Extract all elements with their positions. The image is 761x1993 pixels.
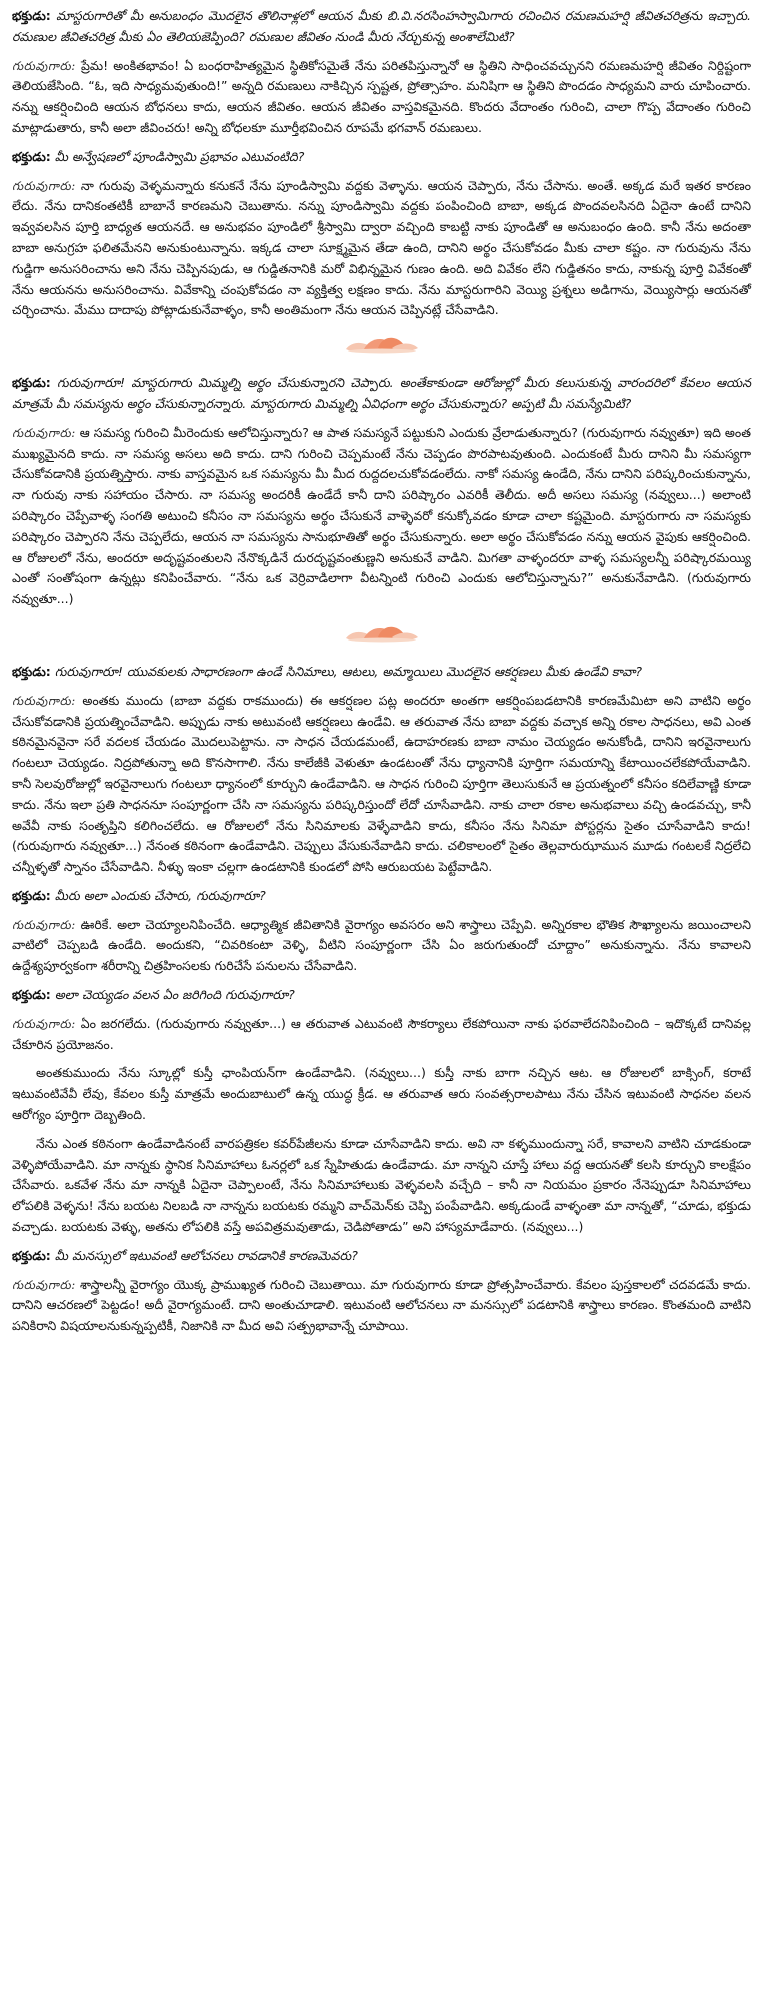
paragraph-text: గురువుగారూ! మాస్టరుగారు మిమ్మల్ని అర్థం చేసుకున్నారని చెప్పారు. అంతేకాకుండా ఆరోజుల్లో మీరు కలుసుకున్న వారందరిలో కేవలం ఆయన మాత్రమే మీ సమస్యను అర్థం చేసుకున్నారన్నారు. మాస్టరుగారు మిమ్మల్ని ఏవిధంగా అర్థం చేసుకున్నారు? అప్పటి మీ సమస్యేమిటి?	[12, 375, 751, 411]
answer-label: గురువుగారు:	[12, 425, 76, 440]
question-paragraph	[12, 662, 751, 683]
question-label: భక్తుడు:	[12, 375, 51, 391]
section-divider-ornament	[12, 329, 751, 359]
paragraph-text: ఊరికే. అలా చెయ్యాలనిపించేది. ఆధ్యాత్మిక జీవితానికి వైరాగ్యం అవసరం అని శాస్త్రాలు చెప్పేవి. అన్నిరకాల భౌతిక సౌఖ్యాలను జయించాలని వాటిలో చెప్పబడి ఉండేది. అందుకని, “చివరికంటా వెళ్ళి, వీటిని సంపూర్ణంగా చేసి ఏం జరుగుతుందో చూద్దాం” అనుకున్నాను. నేను కావాలని ఉద్దేశ్యపూర్వకంగా శరీరాన్ని చిత్రహింసలకు గురిచేసే పనులను చేసేవాడిని.	[12, 916, 751, 974]
body-paragraph	[12, 1134, 751, 1238]
question-label: భక్తుడు:	[12, 148, 51, 164]
answer-label: గురువుగారు:	[12, 693, 76, 708]
paragraph-text: మీ మనస్సులో ఇటువంటి ఆలోచనలు రావడానికి కారణమెవరు?	[54, 1247, 358, 1263]
lotus-flower-icon	[342, 333, 422, 355]
section-divider-ornament	[12, 618, 751, 648]
paragraph-text: గురువుగారూ! యువకులకు సాధారణంగా ఉండే సినిమాలు, ఆటలు, అమ్మాయిలు మొదలైన ఆకర్షణలు మీకు ఉండేవి కావా?	[54, 663, 643, 679]
question-label: భక్తుడు:	[12, 663, 51, 679]
answer-label: గురువుగారు:	[12, 178, 76, 193]
paragraph-text: ఆ సమస్య గురించి మీరెందుకు ఆలోచిస్తున్నారు? ఆ పాత సమస్యనే పట్టుకుని ఎందుకు వ్రేలాడుతున్నారు? (గురువుగారు నవ్వుతూ) ఇది అంత ముఖ్యమైనది కాదు. నా సమస్య అసలు అది కాదు. దాని గురించి చెప్పమంటే నేను చెప్పడం పొరపాటవుతుంది. ఎందుకంటే మీరు దానిని మీ సమస్యగా చేసుకోవడానికి ప్రయత్నిస్తారు. నాకు వాస్తవమైన ఒక సమస్యను మీ మీద రుద్దదలచుకోవడంలేదు. నాకో సమస్య ఉండేది, నేను దానిని పరిష్కరించుకున్నాను, నా గురువు నాకు సహాయం చేసారు. నా సమస్య అందరికీ ఉండేదే కానీ దాని పరిష్కారం ఎవరికీ తెలీదు. అదీ అసలు సమస్య (నవ్వులు...) అలాంటి పరిష్కారం చెప్పేవాళ్ళ సంగతి అటుంచి కనీసం నా సమస్యను అర్థం చేసుకునే వాళ్ళెవరో కనుక్కోవడం కూడా చాలా కష్టమైంది. మాస్టరుగారు నా సమస్యకు పరిష్కారం చెప్పారని నేను చెప్పలేదు, ఆయన నా సమస్యను సానుభూతితో అర్థం చేసుకున్నారు. అలా అర్థం చేసుకోవడం నన్ను ఆయన వైపుకు ఆకర్షించింది. ఆ రోజులలో నేను, అందరూ అదృష్టవంతులని నేనొక్కడినే దురదృష్టవంతుణ్ణని అనుకునే వాడిని. మిగతా వాళ్ళందరూ వాళ్ళ సమస్యలన్నీ పరిష్కారమయ్యి ఎంతో సంతోషంగా ఉన్నట్లు కనిపించేవారు. “నేను ఒక వెర్రివాడిలాగా వీటన్నింటి గురించి ఎందుకు ఆలోచిస్తున్నాను?” అనుకునేవాడిని. (గురువుగారు నవ్వుతూ...)	[12, 424, 751, 607]
paragraph-text: అంతకుముందు నేను స్కూల్లో కుస్తీ ఛాంపియన్‌గా ఉండేవాడిని. (నవ్వులు...) కుస్తీ నాకు బాగా నచ్చిన ఆట. ఆ రోజులలో బాక్సింగ్, కరాటే ఇటువంటివేవీ లేవు, కేవలం కుస్తీ మాత్రమే అందుబాటులో ఉన్న యుద్ధ క్రీడ. ఆ తరువాత ఆరు సంవత్సరాలపాటు నేను చేసిన ఇటువంటి సాధనల వలన ఆరోగ్యం పూర్తిగా దెబ్బతింది.	[12, 1065, 751, 1123]
answer-paragraph	[12, 176, 751, 322]
answer-paragraph	[12, 915, 751, 977]
answer-paragraph	[12, 423, 751, 610]
question-paragraph	[12, 985, 751, 1006]
answer-paragraph	[12, 56, 751, 139]
paragraph-text: ఏం జరగలేదు. (గురువుగారు నవ్వుతూ...) ఆ తరువాత ఎటువంటి సౌకర్యాలు లేకపోయినా నాకు ఫరవాలేదనిపించింది – ఇదొక్కటే దానివల్ల చేకూరిన ప్రయోజనం.	[12, 1015, 751, 1052]
question-label: భక్తుడు:	[12, 8, 51, 23]
question-label: భక్తుడు:	[12, 987, 51, 1003]
paragraph-text: ప్రేమ! అంకితభావం! ఏ బంధరాహిత్యమైన స్థితికోసమైతే నేను పరితపిస్తున్నానో ఆ స్థితిని సాధించవచ్చునని రమణమహర్షి జీవితం నిర్దిష్టంగా తెలియజేసింది. “ఓ, ఇది సాధ్యమవుతుంది!” అన్నది రమణులు నాకిచ్చిన స్పష్టత, ప్రోత్సాహం. మనిషిగా ఆ స్థితిని పొందడం సాధ్యమని వారు చూపించారు. నన్ను ఆకర్షించింది ఆయన బోధనలు కాదు, ఆయన జీవితం. ఆయన జీవితం వాస్తవికమైనది. కొందరు వేదాంతం గురించి, చాలా గొప్ప వేదాంతం గురించి మాట్లాడుతారు, కానీ అలా జీవించరు! అన్ని బోధలకూ మూర్తీభవించిన రూపమే భగవాన్ రమణులు.	[12, 57, 751, 135]
question-label: భక్తుడు:	[12, 1247, 51, 1263]
question-paragraph	[12, 1246, 751, 1267]
paragraph-text: శాస్త్రాలన్నీ వైరాగ్యం యొక్క ప్రాముఖ్యత గురించి చెబుతాయి. మా గురువుగారు కూడా ప్రోత్సహించేవారు. కేవలం పుస్తకాలలో చదవడమే కాదు. దానిని ఆచరణలో పెట్టడం! అదీ వైరాగ్యమంటే. దాని అంతుచూడాలి. ఇటువంటి ఆలోచనలు నా మనస్సులో పడటానికి శాస్త్రాలు కారణం. కొంతమంది వాటిని పనికిరాని విషయాలనుకున్నప్పటికీ, నిజానికి నా మీద అవి సత్ప్రభావాన్నే చూపాయి.	[12, 1276, 751, 1334]
question-paragraph	[12, 147, 751, 168]
paragraph-text: మీ అన్వేషణలో పూండిస్వామి ప్రభావం ఎటువంటిది?	[54, 148, 305, 164]
body-paragraph	[12, 1063, 751, 1125]
answer-label: గురువుగారు:	[12, 58, 76, 73]
answer-paragraph	[12, 1014, 751, 1056]
paragraph-text: అలా చెయ్యడం వలన ఏం జరిగింది గురువుగారూ?	[54, 987, 295, 1003]
question-paragraph	[12, 886, 751, 907]
answer-label: గురువుగారు:	[12, 917, 76, 932]
answer-paragraph	[12, 1275, 751, 1337]
paragraph-text: అంతకు ముందు (బాబా వద్దకు రాకముందు) ఈ ఆకర్షణల పట్ల అందరూ అంతగా ఆకర్షింపబడటానికి కారణమేమిటా అని వాటిని అర్థం చేసుకోవడానికి ప్రయత్నించేవాడిని. అప్పుడు నాకు అటువంటి ఆకర్షణలు ఉండేవి. ఆ తరువాత నేను బాబా వద్దకు వచ్చాక అన్ని రకాల సాధనలు, అవి ఎంత కఠినమైనవైనా సరే వదలక చేయడం మొదలుపెట్టాను. నా సాధన చేయడమంటే, ఉదాహరణకు బాబా నామం చెయ్యడం అనుకోండి, దానిని ఇరవైనాలుగు గంటలూ చెయ్యడం. నిద్రపోతున్నా అది కొనసాగాలి. నేను కాలేజీకి వెళుతూ ఉండటంతో నేను ధ్యానానికి పూర్తిగా సమయాన్ని కేటాయించలేకపోయేవాడిని. కానీ సెలవురోజుల్లో ఇరవైనాలుగు గంటలూ ధ్యానంలో కూర్చుని ఉండేవాడిని. ఆ సాధన గురించి పూర్తిగా తెలుసుకునే ఆ ప్రయత్నంలో కనీసం కదిలేవాణ్ణి కూడా కాదు. నేను ఇలా ప్రతి సాధననూ సంపూర్ణంగా చేసి నా సమస్యను పరిష్కరిస్తుందో లేదో చూసేవాడిని. నాకు చాలా రకాల అనుభవాలు వచ్చి ఉండవచ్చు, కానీ అవేవీ నాకు సంతృప్తిని కలిగించలేదు. ఆ రోజులలో నేను సినిమాలకు వెళ్ళేవాడిని కాదు, కనీసం నేను సినిమా పోస్టర్లను సైతం చూసేవాడిని కాదు! (గురువుగారు నవ్వుతూ...) నేనంత కఠినంగా ఉండేవాడిని. చెప్పులు వేసుకునేవాడిని కాదు. చలికాలంలో సైతం తెల్లవారుఝామున మూడు గంటలకే నిద్రలేచి చన్నీళ్ళతో స్నానం చేసేవాడిని. నీళ్ళు ఇంకా చల్లగా ఉండటానికి కుండలో పోసి ఆరుబయట పెట్టేవాడిని.	[12, 692, 751, 875]
paragraph-text: నా గురువు వెళ్ళమన్నారు కనుకనే నేను పూండిస్వామి వద్దకు వెళ్ళాను. ఆయన చెప్పారు, నేను చేసాను. అంతే. అక్కడ మరే ఇతర కారణం లేదు. నేను దానికంతటికీ బాబానే కారణమని చెబుతాను. నన్ను పూండిస్వామి వద్దకు పంపించింది బాబా, అక్కడ పొందవలసినది ఏదైనా ఉంటే దానిని ఇవ్వవలసిన పూర్తి బాధ్యత ఆయనదే. ఆ అనుభవం పూండిలో శ్రీస్వామి ద్వారా వచ్చింది కాబట్టి నాకు పూండితో ఆ అనుబంధం ఉంది. కానీ నేను అదంతా బాబా అనుగ్రహ ఫలితమేనని అనుకుంటున్నాను. ఇక్కడ చాలా సూక్ష్మమైన తేడా ఉంది, దానిని అర్థం చేసుకోవడం మీకు చాలా కష్టం. నా గురువును నేను గుడ్డిగా అనుసరించాను అని నేను చెప్పినపుడు, ఆ గుడ్డితనానికి మరో విభిన్నమైన గుణం ఉంది. అది వివేకం లేని గుడ్డితనం కాదు, నాకున్న పూర్తి వివేకంతో నేను ఆయనను అనుసరించాను. వివేకాన్ని చంపుకోవడం నా వ్యక్తిత్వ లక్షణం కాదు. నేను మాస్టరుగారిని వెయ్యి ప్రశ్నలు అడిగాను, వెయ్యిసార్లు ఆయనతో చర్చించాను. మేము దాదాపు పోట్లాడుకునేవాళ్ళం, కానీ అంతిమంగా నేను ఆయన చెప్పినట్లే చేసేవాడిని.	[12, 177, 751, 318]
paragraph-text: మాస్టరుగారితో మీ అనుబంధం మొదలైన తొలినాళ్లలో ఆయన మీకు బి.వి.నరసింహస్వామిగారు రచించిన రమణమహర్షి జీవితచరిత్రను ఇచ్చారు. రమణుల జీవితచరిత్ర మీకు ఏం తెలియజెప్పింది? రమణుల జీవితం నుండి మీరు నేర్చుకున్న అంశాలేమిటి?	[12, 8, 751, 44]
answer-paragraph	[12, 691, 751, 878]
question-label: భక్తుడు:	[12, 887, 51, 903]
question-paragraph	[12, 6, 751, 48]
question-paragraph	[12, 373, 751, 415]
answer-label: గురువుగారు:	[12, 1016, 76, 1031]
lotus-flower-icon	[342, 622, 422, 644]
answer-label: గురువుగారు:	[12, 1277, 76, 1292]
paragraph-text: మీరు అలా ఎందుకు చేసారు, గురువుగారూ?	[54, 887, 266, 903]
paragraph-text: నేను ఎంత కఠినంగా ఉండేవాడినంటే వారపత్రికల కవర్‌పేజీలను కూడా చూసేవాడిని కాదు. అవి నా కళ్ళముందున్నా సరే, కావాలని వాటిని చూడకుండా వెళ్ళిపోయేవాడిని. మా నాన్నకు స్థానిక సినిమాహాలు ఓనర్లలో ఒక స్నేహితుడు ఉండేవాడు. మా నాన్నని చూస్తే హాలు వద్ద ఆయనతో కలసి కూర్చుని కాలక్షేపం చేసేవారు. ఒకవేళ నేను మా నాన్నకి ఏదైనా చెప్పాలంటే, నేను సినిమాహాలుకు వెళ్ళవలసి వచ్చేది – కానీ నా నియమం ప్రకారం నేనెప్పుడూ సినిమాహాలు లోపలికి వెళ్ళను! నేను బయట నిలబడి నా నాన్నను బయటకు రమ్మని వాచ్‌మెన్‌కు చెప్పి పంపేవాడిని. అక్కడుండే వాళ్ళంతా మా నాన్నతో, “చూడు, భక్తుడు వచ్చాడు. బయటకు వెళ్ళు, అతను లోపలికి వస్తే అపవిత్రమవుతాడు, చెడిపోతాడు” అని హాస్యమాడేవారు. (నవ్వులు...)	[12, 1135, 751, 1235]
